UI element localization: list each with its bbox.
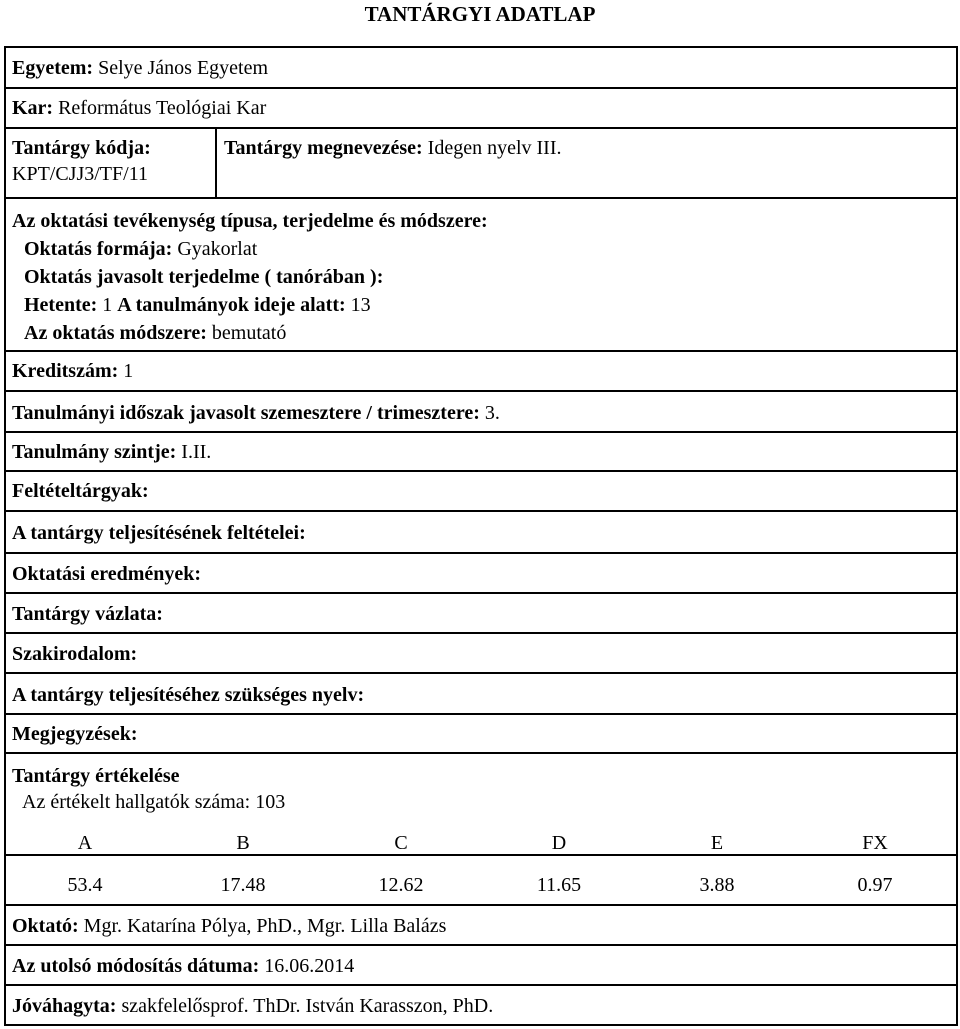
grade-header: A [77,832,93,854]
weekly-value: 1 [102,294,113,316]
activity-row [6,199,956,352]
faculty-row [6,89,956,129]
credits-row [6,352,956,392]
grade-percent: 53.4 [67,874,103,896]
grade-header: FX [862,832,888,854]
notes-row [6,715,956,754]
students-value: 103 [255,791,286,813]
last-modified-row [6,946,956,986]
activity-heading: Az oktatási tevékenység típusa, terjedelme és módszere: [12,210,488,232]
prerequisites-label: Feltételtárgyak: [12,480,149,502]
course-name-label: Tantárgy megnevezése: [224,137,423,159]
grade-percent: 11.65 [536,874,582,896]
outcomes-label: Oktatási eredmények: [12,563,202,585]
level-value: I.II. [181,441,212,463]
form-label: Oktatás formája: [24,238,173,260]
grade-percent: 0.97 [857,874,893,896]
grade-header: D [551,832,567,854]
scope-label: Oktatás javasolt terjedelme ( tanórában ): [24,266,384,288]
method-value: bemutató [211,322,287,344]
last-modified-label: Az utolsó módosítás dátuma: [12,955,260,977]
grade-percent: 3.88 [699,874,735,896]
faculty-label: Kar: [12,97,54,119]
course-id-row [6,129,956,199]
outline-label: Tantárgy vázlata: [12,603,163,625]
university-value: Selye János Egyetem [98,57,269,79]
period-row [6,392,956,433]
semester-hours-label: A tanulmányok ideje alatt: [117,294,346,316]
period-label: Tanulmányi időszak javasolt szemesztere / trimesztere: [12,402,480,424]
language-label: A tantárgy teljesítéséhez szükséges nyelv: [12,684,365,706]
grade-percent: 17.48 [220,874,266,896]
evaluation-row [6,754,956,906]
prerequisites-row [6,472,956,512]
column-divider [215,129,217,197]
approved-label: Jóváhagyta: [12,995,117,1017]
grade-header: E [710,832,724,854]
grade-divider [6,854,956,856]
evaluation-heading: Tantárgy értékelése [12,765,180,787]
level-row [6,433,956,472]
lecturer-value: Mgr. Katarína Pólya, PhD., Mgr. Lilla Balázs [83,915,447,937]
approved-row [6,986,956,1024]
university-label: Egyetem: [12,57,94,79]
grade-percent: 12.62 [378,874,424,896]
weekly-label: Hetente: [24,294,98,316]
semester-hours-value: 13 [350,294,371,316]
credits-value: 1 [123,360,134,382]
approved-value: szakfelelősprof. ThDr. István Karasszon, PhD. [121,995,494,1017]
notes-label: Megjegyzések: [12,723,138,745]
course-sheet-table [4,46,958,1026]
grade-header: C [394,832,408,854]
course-code-label: Tantárgy kódja: [12,137,151,159]
requirements-label: A tantárgy teljesítésének feltételei: [12,522,306,544]
period-value: 3. [484,402,500,424]
last-modified-value: 16.06.2014 [264,955,355,977]
language-row [6,674,956,715]
university-row [6,48,956,89]
method-label: Az oktatás módszere: [24,322,207,344]
outcomes-row [6,554,956,594]
level-label: Tanulmány szintje: [12,441,177,463]
grade-header: B [236,832,250,854]
lecturer-label: Oktató: [12,915,79,937]
course-name-value: Idegen nyelv III. [427,137,562,159]
form-value: Gyakorlat [177,238,258,260]
faculty-value: Református Teológiai Kar [58,97,267,119]
course-code-value: KPT/CJJ3/TF/11 [12,163,148,185]
literature-label: Szakirodalom: [12,643,138,665]
page-title: TANTÁRGYI ADATLAP [364,2,596,26]
outline-row [6,594,956,634]
requirements-row [6,512,956,554]
literature-row [6,634,956,674]
students-label: Az értékelt hallgatók száma: [22,791,251,813]
credits-label: Kreditszám: [12,360,119,382]
lecturer-row [6,906,956,946]
